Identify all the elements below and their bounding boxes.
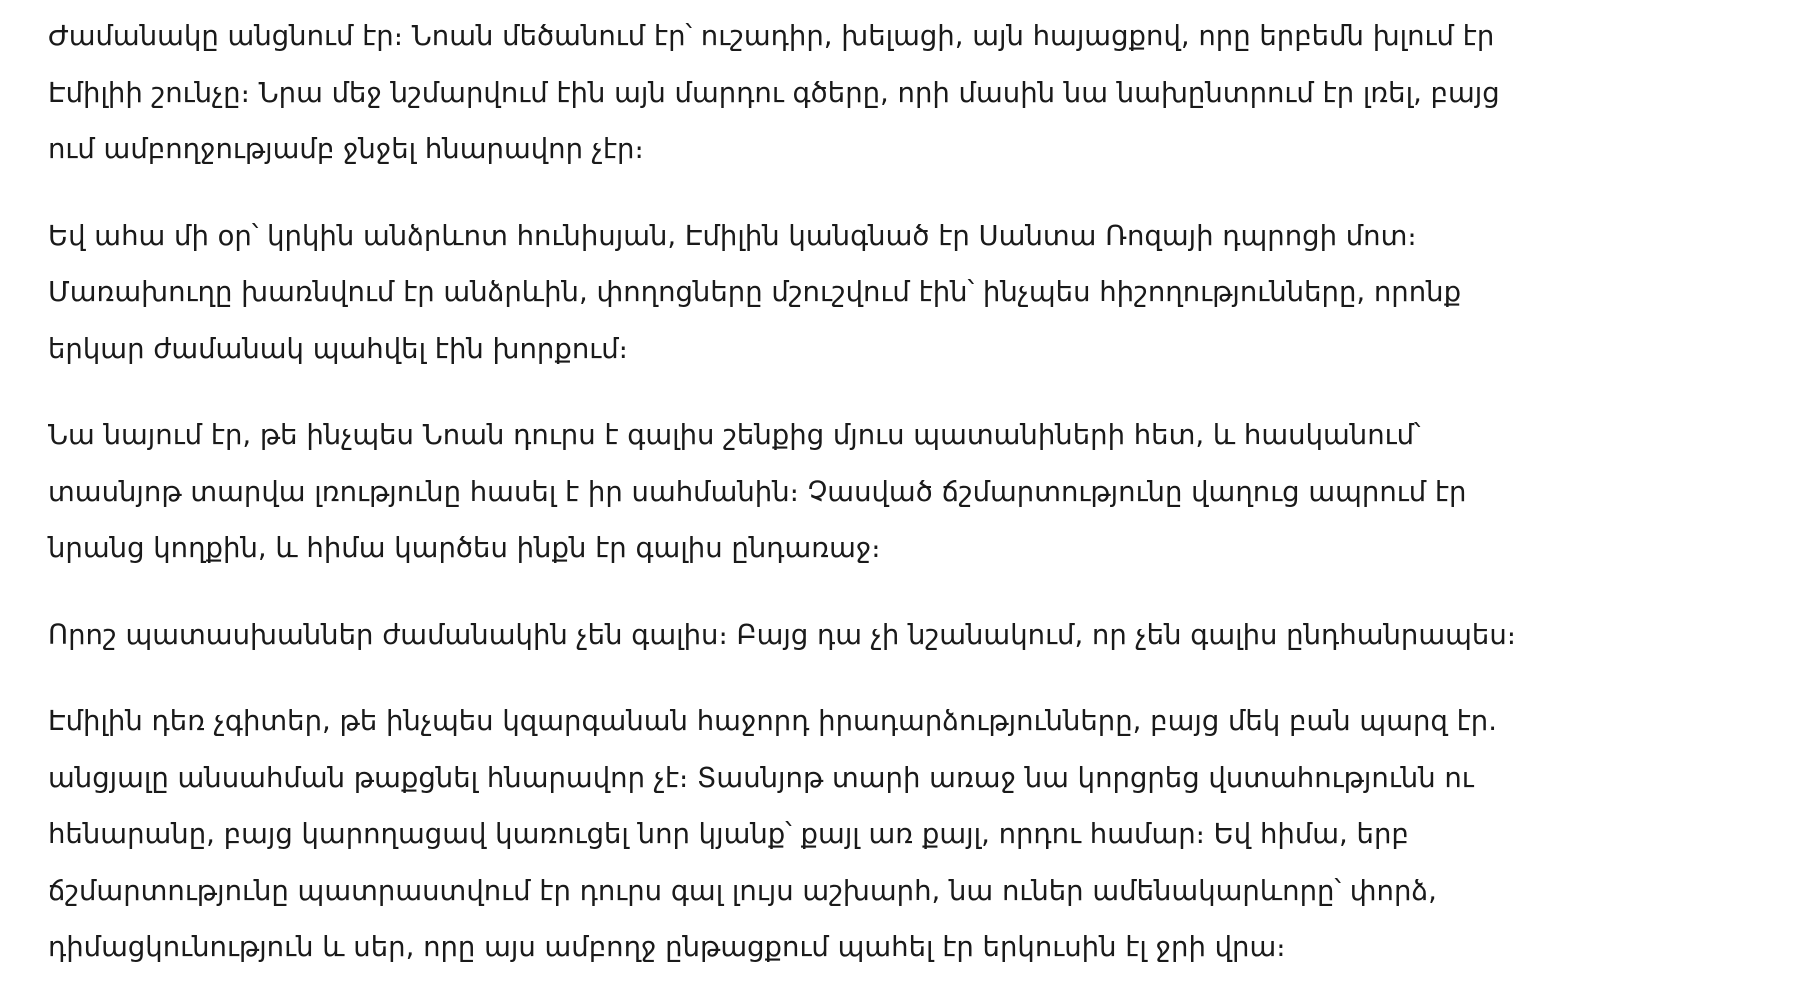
- text-line: ում ամբողջությամբ ջնջել հնարավոր չէր։: [48, 133, 644, 165]
- text-line: Ժամանակը անցնում էր։ Նոան մեծանում էր՝ ուշադիր, խելացի, այն հայացքով, որը երբեմն խլում էր: [48, 20, 1495, 52]
- paragraph-2: [48, 208, 1588, 378]
- text-line: Որոշ պատասխաններ ժամանակին չեն գալիս։ Բայց դա չի նշանակում, որ չեն գալիս ընդհանրապես։: [48, 618, 1517, 651]
- text-line: Էմիլիի շունչը։ Նրա մեջ նշմարվում էին այն մարդու գծերը, որի մասին նա նախընտրում էր լռել, բայց: [48, 76, 1500, 109]
- text-line: անցյալը անսահման թաքցնել հնարավոր չէ։ Տասնյոթ տարի առաջ նա կորցրեց վստահությունն ու: [48, 761, 1474, 794]
- text-line: Էմիլին դեռ չգիտեր, թե ինչպես կզարգանան հաջորդ իրադարձությունները, բայց մեկ բան պարզ էր.: [48, 705, 1497, 737]
- text-line: Նա նայում էր, թե ինչպես Նոան դուրս է գալիս շենքից մյուս պատանիների հետ, և հասկանում՝: [48, 419, 1421, 451]
- text-line: տասնյոթ տարվա լռությունը հասել է իր սահմանին։ Չասված ճշմարտությունը վաղուց ապրում էր: [48, 475, 1467, 508]
- paragraph-4: [48, 607, 1588, 664]
- text-line: նրանց կողքին, և հիմա կարծես ինքն էր գալիս ընդառաջ։: [48, 532, 881, 564]
- text-line: դիմացկունություն և սեր, որը այս ամբողջ ընթացքում պահել էր երկուսին էլ ջրի վրա։: [48, 931, 1286, 963]
- paragraph-1: [48, 8, 1588, 178]
- text-line: հենարանը, բայց կարողացավ կառուցել նոր կյանք՝ քայլ առ քայլ, որդու համար։ Եվ հիմա, երբ: [48, 818, 1409, 850]
- paragraph-5: [48, 693, 1588, 976]
- paragraph-3: [48, 407, 1588, 577]
- article-body: [48, 8, 1588, 1006]
- text-line: Եվ ահա մի օր՝ կրկին անձրևոտ հունիսյան, Էմիլին կանգնած էր Սանտա Ռոզայի դպրոցի մոտ։: [48, 219, 1417, 252]
- text-line: Մառախուղը խառնվում էր անձրևին, փողոցները մշուշվում էին՝ ինչպես հիշողությունները, որոնք: [48, 276, 1462, 308]
- text-line: երկար ժամանակ պահվել էին խորքում։: [48, 332, 628, 365]
- text-line: ճշմարտությունը պատրաստվում էր դուրս գալ լույս աշխարհ, նա ուներ ամենակարևորը՝ փորձ,: [48, 874, 1437, 907]
